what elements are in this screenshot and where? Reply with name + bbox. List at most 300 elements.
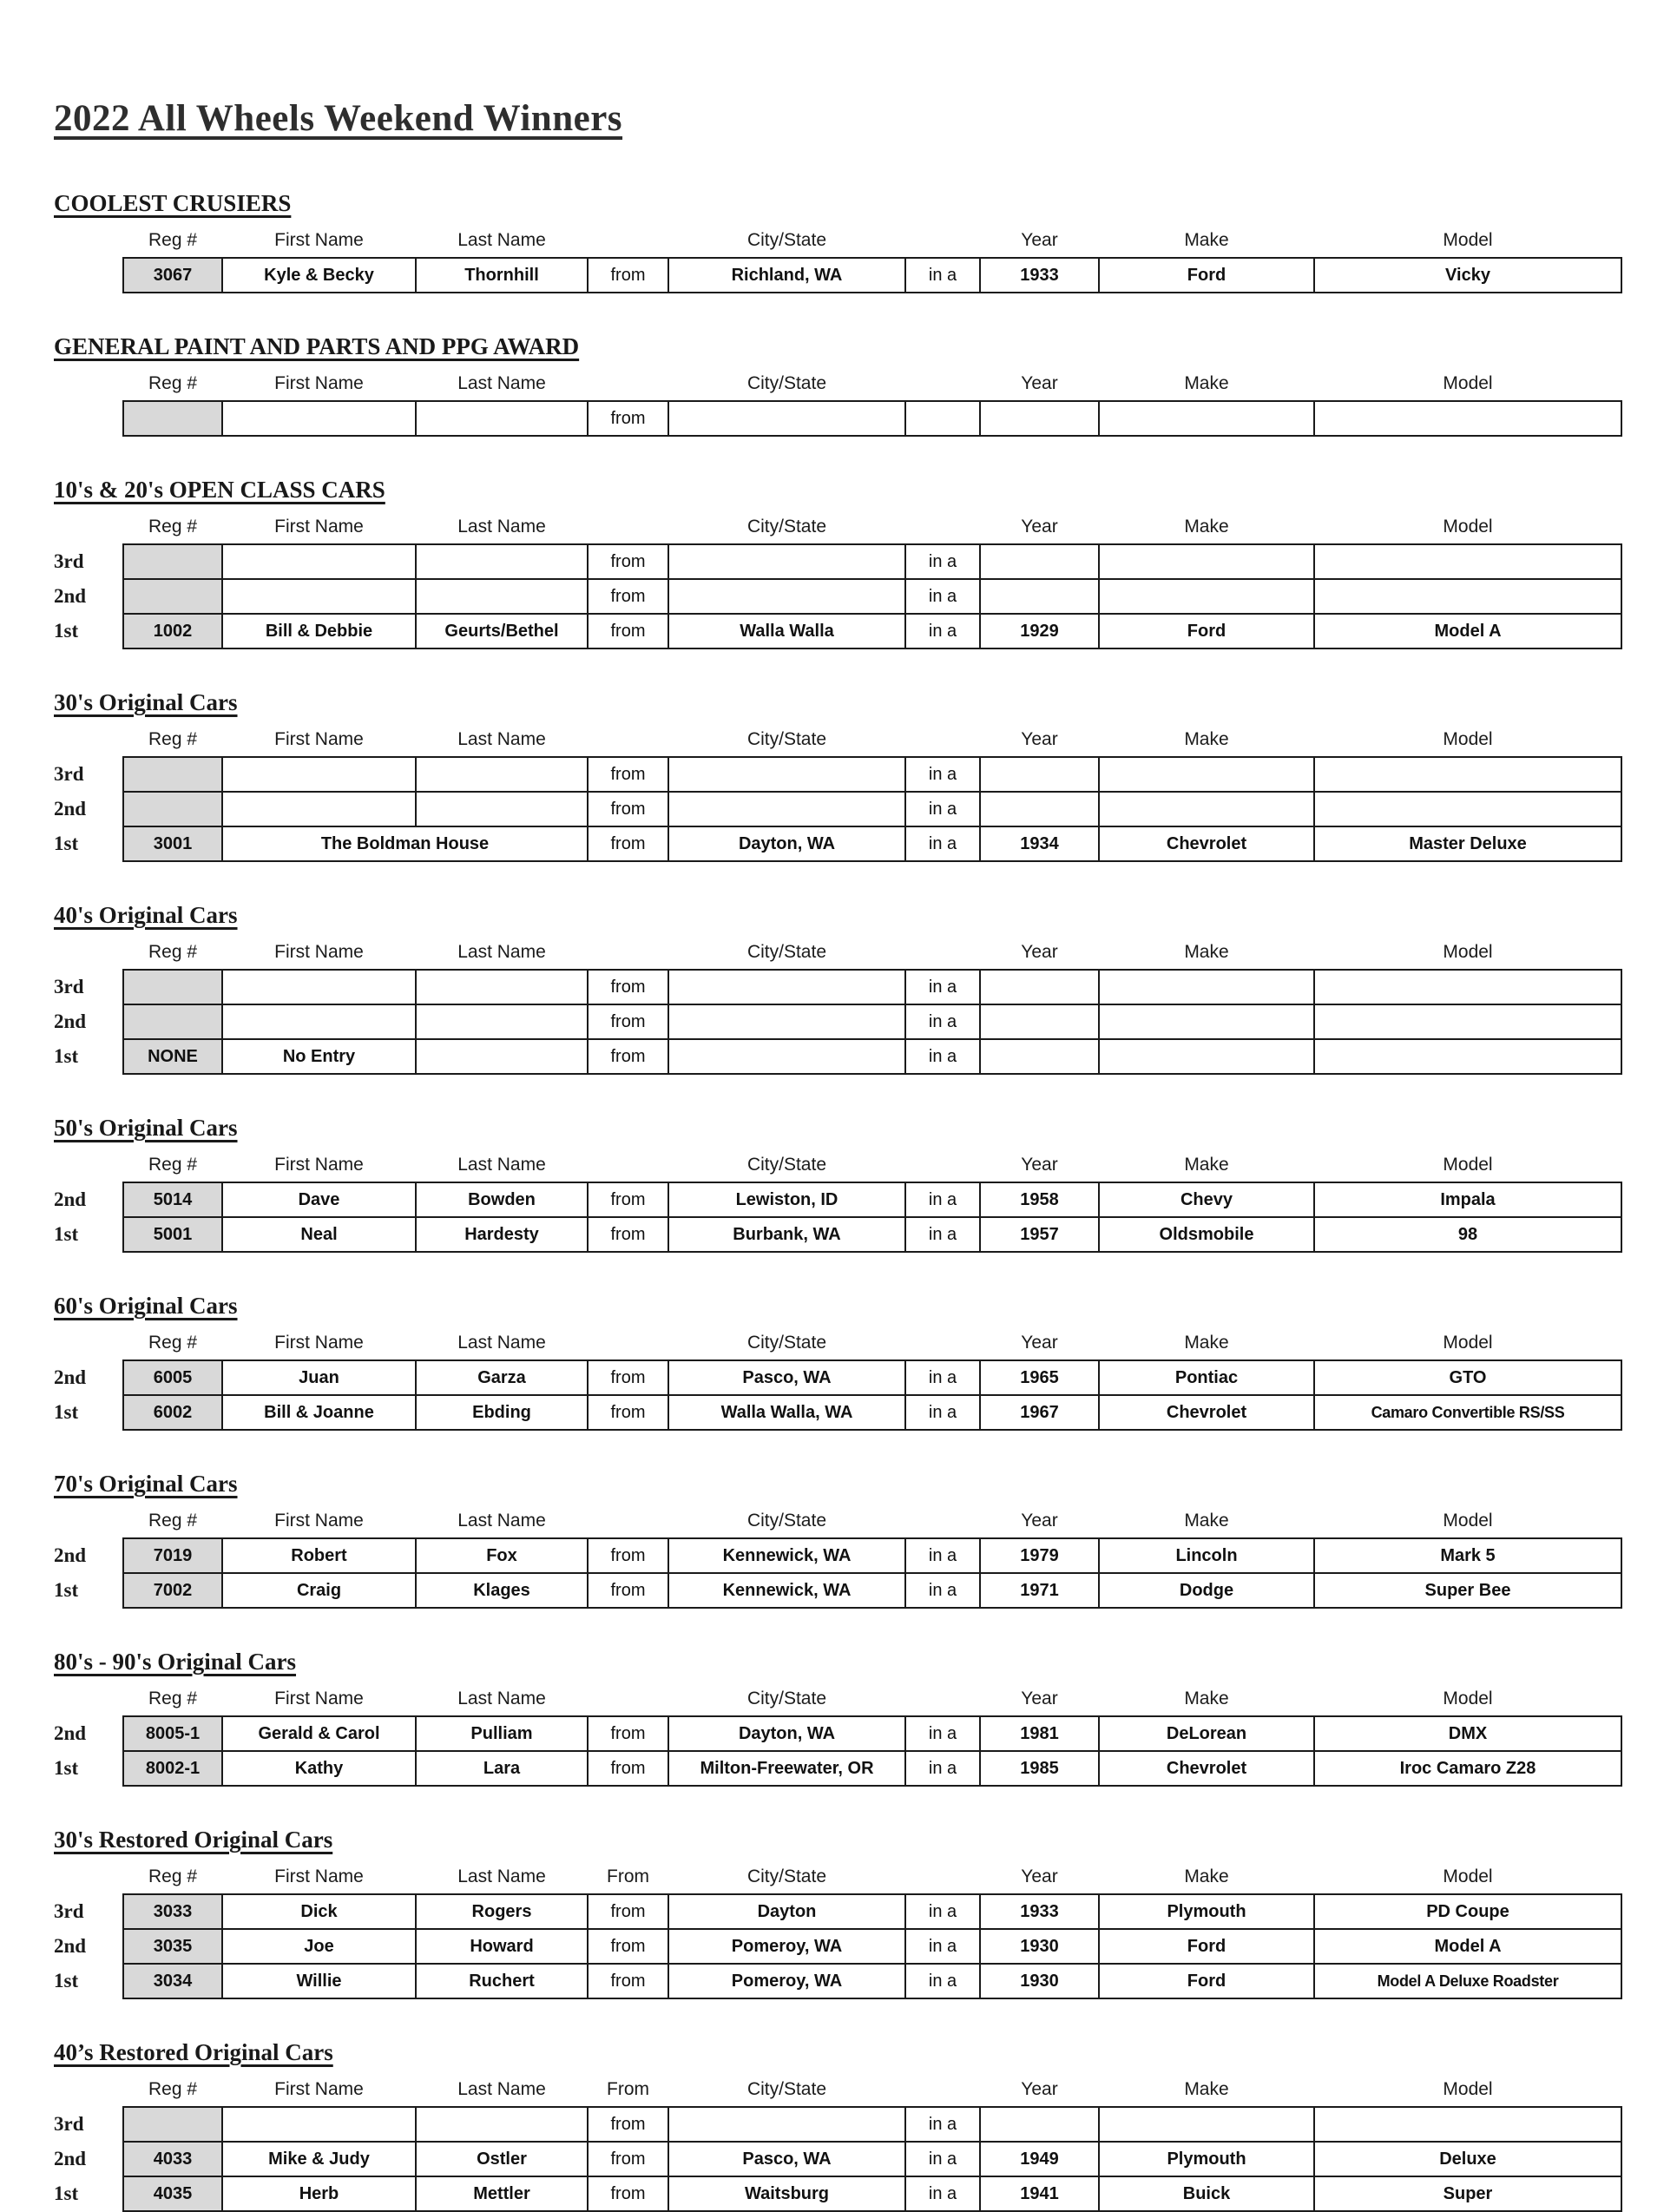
cell-place: 1st xyxy=(54,1970,79,1991)
table-header-row xyxy=(54,1328,1621,1360)
table-row xyxy=(54,1395,1621,1430)
cell-model xyxy=(1314,2107,1621,2142)
cell-in-a-label: in a xyxy=(905,826,980,861)
cell-from-label: from xyxy=(588,2142,668,2176)
table-row xyxy=(54,1964,1621,1998)
cell-model: Camaro Convertible RS/SS xyxy=(1314,1395,1621,1430)
header-from xyxy=(588,1684,668,1716)
header-model: Model xyxy=(1443,1333,1493,1353)
cell-from-label: from xyxy=(588,1182,668,1217)
cell-make xyxy=(1099,792,1314,826)
cell-make xyxy=(1099,1004,1314,1039)
header-place-spacer xyxy=(54,938,123,970)
header-first-name: First Name xyxy=(274,1155,364,1175)
cell-year xyxy=(980,970,1099,1004)
cell-reg xyxy=(123,970,222,1004)
header-in-a-spacer xyxy=(905,1150,980,1182)
cell-in-a-label: in a xyxy=(905,579,980,614)
cell-model: Model A xyxy=(1314,1929,1621,1964)
cell-from-label: from xyxy=(588,1716,668,1751)
cell-city-state xyxy=(668,1039,905,1074)
header-reg: Reg # xyxy=(148,729,198,749)
header-from xyxy=(588,226,668,258)
award-section xyxy=(54,190,1642,293)
table-row xyxy=(54,826,1621,861)
cell-first-name: Dick xyxy=(222,1894,416,1929)
cell-reg xyxy=(123,2107,222,2142)
cell-from-label: from xyxy=(588,1964,668,1998)
header-make: Make xyxy=(1184,1333,1229,1353)
cell-city-state xyxy=(668,1004,905,1039)
cell-year: 1957 xyxy=(980,1217,1099,1252)
table-row xyxy=(54,614,1621,648)
cell-in-a-label: in a xyxy=(905,792,980,826)
header-model: Model xyxy=(1443,2079,1493,2099)
cell-in-a-label: in a xyxy=(905,757,980,792)
cell-in-a-label: in a xyxy=(905,544,980,579)
table-header-row xyxy=(54,226,1621,258)
cell-from-label: from xyxy=(588,258,668,293)
cell-reg: 1002 xyxy=(123,614,222,648)
table-row xyxy=(54,1004,1621,1039)
cell-city-state: Pomeroy, WA xyxy=(668,1929,905,1964)
cell-reg: 6002 xyxy=(123,1395,222,1430)
cell-reg: 8002-1 xyxy=(123,1751,222,1786)
header-reg: Reg # xyxy=(148,373,198,393)
cell-reg: NONE xyxy=(123,1039,222,1074)
cell-make: Chevy xyxy=(1099,1182,1314,1217)
header-model: Model xyxy=(1443,729,1493,749)
cell-year xyxy=(980,757,1099,792)
winners-table xyxy=(54,369,1622,437)
award-section xyxy=(54,902,1642,1075)
header-first-name: First Name xyxy=(274,942,364,962)
cell-in-a-label: in a xyxy=(905,1751,980,1786)
header-year: Year xyxy=(1021,230,1058,250)
section-heading: 70's Original Cars xyxy=(54,1471,238,1497)
cell-from-label: from xyxy=(588,1360,668,1395)
cell-model: Deluxe xyxy=(1314,2142,1621,2176)
cell-in-a-label: in a xyxy=(905,2142,980,2176)
cell-in-a-label: in a xyxy=(905,2176,980,2211)
header-make: Make xyxy=(1184,517,1229,537)
cell-first-name: Mike & Judy xyxy=(222,2142,416,2176)
winners-table xyxy=(54,725,1622,862)
cell-last-name: Thornhill xyxy=(416,258,588,293)
cell-make: Ford xyxy=(1099,258,1314,293)
table-row xyxy=(54,1217,1621,1252)
cell-in-a-label: in a xyxy=(905,2107,980,2142)
header-city-state: City/State xyxy=(746,517,827,537)
cell-model: Impala xyxy=(1314,1182,1621,1217)
cell-year: 1930 xyxy=(980,1964,1099,1998)
cell-place: 2nd xyxy=(54,798,87,820)
header-model: Model xyxy=(1443,1511,1493,1531)
cell-place: 1st xyxy=(54,1401,79,1423)
header-first-name: First Name xyxy=(274,230,364,250)
cell-make: Ford xyxy=(1099,1929,1314,1964)
cell-from-label: from xyxy=(588,1538,668,1573)
cell-from-label: from xyxy=(588,579,668,614)
header-in-a-spacer xyxy=(905,512,980,544)
cell-year: 1971 xyxy=(980,1573,1099,1608)
winners-table xyxy=(54,938,1622,1075)
section-heading: 40’s Restored Original Cars xyxy=(54,2039,333,2065)
header-first-name: First Name xyxy=(274,373,364,393)
table-row xyxy=(54,1929,1621,1964)
cell-last-name: Geurts/Bethel xyxy=(416,614,588,648)
section-heading: 50's Original Cars xyxy=(54,1115,238,1141)
table-row xyxy=(54,2176,1621,2211)
cell-reg: 3067 xyxy=(123,258,222,293)
header-make: Make xyxy=(1184,729,1229,749)
cell-year: 1979 xyxy=(980,1538,1099,1573)
cell-in-a-label: in a xyxy=(905,1894,980,1929)
header-from: From xyxy=(607,1866,649,1886)
cell-city-state: Pasco, WA xyxy=(668,1360,905,1395)
header-in-a-spacer xyxy=(905,2075,980,2107)
cell-from-label: from xyxy=(588,401,668,436)
cell-make: Plymouth xyxy=(1099,2142,1314,2176)
cell-model: Mark 5 xyxy=(1314,1538,1621,1573)
cell-reg: 8005-1 xyxy=(123,1716,222,1751)
cell-reg: 3033 xyxy=(123,1894,222,1929)
table-row xyxy=(54,1360,1621,1395)
header-reg: Reg # xyxy=(148,1333,198,1353)
cell-last-name: Bowden xyxy=(416,1182,588,1217)
cell-year: 1965 xyxy=(980,1360,1099,1395)
header-in-a-spacer xyxy=(905,226,980,258)
award-section xyxy=(54,1649,1642,1787)
table-header-row xyxy=(54,1862,1621,1894)
header-from xyxy=(588,1328,668,1360)
header-make: Make xyxy=(1184,230,1229,250)
cell-last-name xyxy=(416,544,588,579)
cell-in-a-label: in a xyxy=(905,1004,980,1039)
header-make: Make xyxy=(1184,1155,1229,1175)
cell-model xyxy=(1314,970,1621,1004)
header-from: From xyxy=(607,2079,649,2099)
cell-reg: 4033 xyxy=(123,2142,222,2176)
cell-last-name: Lara xyxy=(416,1751,588,1786)
cell-first-name xyxy=(222,2107,416,2142)
cell-first-name: Willie xyxy=(222,1964,416,1998)
header-city-state: City/State xyxy=(746,373,827,393)
cell-place: 1st xyxy=(54,1045,79,1067)
header-last-name: Last Name xyxy=(457,1689,546,1708)
cell-city-state: Walla Walla xyxy=(668,614,905,648)
cell-city-state xyxy=(668,792,905,826)
header-last-name: Last Name xyxy=(457,729,546,749)
header-year: Year xyxy=(1021,729,1058,749)
cell-place: 2nd xyxy=(54,1011,87,1032)
cell-first-name xyxy=(222,792,416,826)
cell-model xyxy=(1314,792,1621,826)
cell-last-name: Mettler xyxy=(416,2176,588,2211)
cell-from-label: from xyxy=(588,2107,668,2142)
table-row xyxy=(54,401,1621,436)
cell-from-label: from xyxy=(588,1929,668,1964)
header-model: Model xyxy=(1443,517,1493,537)
cell-year xyxy=(980,401,1099,436)
cell-year: 1933 xyxy=(980,258,1099,293)
cell-in-a-label: in a xyxy=(905,1573,980,1608)
cell-first-name: Herb xyxy=(222,2176,416,2211)
winners-table xyxy=(54,1684,1622,1787)
cell-year xyxy=(980,544,1099,579)
header-place-spacer xyxy=(54,369,123,401)
cell-reg: 5001 xyxy=(123,1217,222,1252)
cell-from-label: from xyxy=(588,1395,668,1430)
cell-make: Ford xyxy=(1099,614,1314,648)
cell-reg xyxy=(123,757,222,792)
cell-first-name: Dave xyxy=(222,1182,416,1217)
header-last-name: Last Name xyxy=(457,1155,546,1175)
header-city-state: City/State xyxy=(746,1333,827,1353)
header-place-spacer xyxy=(54,1328,123,1360)
cell-last-name: Fox xyxy=(416,1538,588,1573)
cell-city-state: Kennewick, WA xyxy=(668,1538,905,1573)
cell-reg: 7019 xyxy=(123,1538,222,1573)
header-year: Year xyxy=(1021,1511,1058,1531)
cell-reg: 5014 xyxy=(123,1182,222,1217)
cell-last-name: Ebding xyxy=(416,1395,588,1430)
award-section xyxy=(54,1293,1642,1431)
table-row xyxy=(54,1573,1621,1608)
header-last-name: Last Name xyxy=(457,1333,546,1353)
cell-city-state: Walla Walla, WA xyxy=(668,1395,905,1430)
header-make: Make xyxy=(1184,373,1229,393)
table-header-row xyxy=(54,1506,1621,1538)
header-reg: Reg # xyxy=(148,1155,198,1175)
header-city-state: City/State xyxy=(746,230,827,250)
cell-make: Chevrolet xyxy=(1099,1395,1314,1430)
header-place-spacer xyxy=(54,1684,123,1716)
cell-model: 98 xyxy=(1314,1217,1621,1252)
cell-city-state xyxy=(668,757,905,792)
cell-model: Model A xyxy=(1314,614,1621,648)
section-heading: 30's Restored Original Cars xyxy=(54,1827,333,1853)
cell-place: 2nd xyxy=(54,1935,87,1957)
cell-first-name: Kyle & Becky xyxy=(222,258,416,293)
header-first-name: First Name xyxy=(274,1333,364,1353)
cell-make xyxy=(1099,1039,1314,1074)
cell-from-label: from xyxy=(588,1751,668,1786)
header-place-spacer xyxy=(54,512,123,544)
table-row xyxy=(54,1039,1621,1074)
cell-first-name xyxy=(222,544,416,579)
cell-from-label: from xyxy=(588,544,668,579)
winners-table xyxy=(54,1506,1622,1609)
cell-first-name xyxy=(222,970,416,1004)
header-place-spacer xyxy=(54,226,123,258)
cell-reg xyxy=(123,579,222,614)
header-in-a-spacer xyxy=(905,725,980,757)
cell-reg: 3034 xyxy=(123,1964,222,1998)
cell-place: 1st xyxy=(54,2182,79,2204)
cell-make: Chevrolet xyxy=(1099,1751,1314,1786)
cell-make xyxy=(1099,2107,1314,2142)
header-reg: Reg # xyxy=(148,517,198,537)
cell-reg: 4035 xyxy=(123,2176,222,2211)
cell-first-name: Neal xyxy=(222,1217,416,1252)
cell-from-label: from xyxy=(588,2176,668,2211)
cell-model: Super Bee xyxy=(1314,1573,1621,1608)
section-heading: 60's Original Cars xyxy=(54,1293,238,1319)
header-last-name: Last Name xyxy=(457,517,546,537)
table-header-row xyxy=(54,725,1621,757)
header-city-state: City/State xyxy=(746,1511,827,1531)
cell-in-a-label: in a xyxy=(905,1217,980,1252)
cell-last-name xyxy=(416,579,588,614)
page-title: 2022 All Wheels Weekend Winners xyxy=(54,98,623,139)
cell-city-state: Waitsburg xyxy=(668,2176,905,2211)
header-reg: Reg # xyxy=(148,1689,198,1708)
cell-from-label: from xyxy=(588,1573,668,1608)
header-city-state: City/State xyxy=(746,942,827,962)
cell-city-state: Dayton, WA xyxy=(668,826,905,861)
header-in-a-spacer xyxy=(905,1328,980,1360)
table-header-row xyxy=(54,2075,1621,2107)
cell-in-a-label: in a xyxy=(905,1929,980,1964)
cell-from-label: from xyxy=(588,792,668,826)
cell-last-name xyxy=(416,970,588,1004)
cell-city-state: Dayton xyxy=(668,1894,905,1929)
cell-city-state xyxy=(668,2107,905,2142)
cell-year: 1958 xyxy=(980,1182,1099,1217)
cell-reg: 7002 xyxy=(123,1573,222,1608)
cell-last-name: Garza xyxy=(416,1360,588,1395)
header-model: Model xyxy=(1443,1155,1493,1175)
cell-reg: 3001 xyxy=(123,826,222,861)
cell-year xyxy=(980,2107,1099,2142)
cell-make: Buick xyxy=(1099,2176,1314,2211)
header-year: Year xyxy=(1021,1866,1058,1886)
cell-in-a-label: in a xyxy=(905,1182,980,1217)
cell-make: Ford xyxy=(1099,1964,1314,1998)
cell-city-state: Pasco, WA xyxy=(668,2142,905,2176)
header-make: Make xyxy=(1184,2079,1229,2099)
cell-from-label: from xyxy=(588,1039,668,1074)
header-in-a-spacer xyxy=(905,1506,980,1538)
cell-place: 2nd xyxy=(54,1366,87,1388)
cell-in-a-label: in a xyxy=(905,1039,980,1074)
header-first-name: First Name xyxy=(274,1866,364,1886)
header-last-name: Last Name xyxy=(457,1866,546,1886)
cell-place: 2nd xyxy=(54,585,87,607)
cell-last-name xyxy=(416,1004,588,1039)
cell-place: 3rd xyxy=(54,1900,84,1922)
cell-in-a-label: in a xyxy=(905,970,980,1004)
header-make: Make xyxy=(1184,1511,1229,1531)
table-header-row xyxy=(54,512,1621,544)
cell-reg: 3035 xyxy=(123,1929,222,1964)
cell-city-state: Dayton, WA xyxy=(668,1716,905,1751)
cell-model xyxy=(1314,1039,1621,1074)
cell-place: 3rd xyxy=(54,550,84,572)
table-row xyxy=(54,1751,1621,1786)
cell-model xyxy=(1314,757,1621,792)
header-in-a-spacer xyxy=(905,1684,980,1716)
cell-entrant-name: The Boldman House xyxy=(222,826,588,861)
cell-from-label: from xyxy=(588,757,668,792)
cell-make xyxy=(1099,579,1314,614)
table-header-row xyxy=(54,938,1621,970)
header-year: Year xyxy=(1021,1689,1058,1708)
header-last-name: Last Name xyxy=(457,230,546,250)
header-last-name: Last Name xyxy=(457,942,546,962)
cell-first-name xyxy=(222,757,416,792)
winners-table xyxy=(54,226,1622,293)
cell-last-name: Ruchert xyxy=(416,1964,588,1998)
cell-year: 1941 xyxy=(980,2176,1099,2211)
section-heading: 40's Original Cars xyxy=(54,902,238,928)
cell-in-a-label: in a xyxy=(905,614,980,648)
cell-place: 1st xyxy=(54,1223,79,1245)
table-row xyxy=(54,1894,1621,1929)
header-reg: Reg # xyxy=(148,1866,198,1886)
cell-make xyxy=(1099,970,1314,1004)
table-header-row xyxy=(54,369,1621,401)
cell-in-a-label: in a xyxy=(905,1395,980,1430)
section-heading: 10's & 20's OPEN CLASS CARS xyxy=(54,477,385,503)
header-reg: Reg # xyxy=(148,1511,198,1531)
winners-table xyxy=(54,1328,1622,1431)
cell-make: Pontiac xyxy=(1099,1360,1314,1395)
cell-model xyxy=(1314,1004,1621,1039)
cell-in-a-label: in a xyxy=(905,258,980,293)
table-row xyxy=(54,1182,1621,1217)
winners-table xyxy=(54,2075,1622,2212)
header-from xyxy=(588,369,668,401)
award-section xyxy=(54,477,1642,649)
header-city-state: City/State xyxy=(746,1155,827,1175)
cell-year xyxy=(980,1004,1099,1039)
cell-in-a-label: in a xyxy=(905,1538,980,1573)
section-heading: COOLEST CRUSIERS xyxy=(54,190,292,216)
cell-year xyxy=(980,579,1099,614)
cell-model: GTO xyxy=(1314,1360,1621,1395)
cell-from-label: from xyxy=(588,1004,668,1039)
table-row xyxy=(54,2107,1621,2142)
header-from xyxy=(588,725,668,757)
cell-year: 1981 xyxy=(980,1716,1099,1751)
header-year: Year xyxy=(1021,373,1058,393)
cell-from-label: from xyxy=(588,1217,668,1252)
cell-last-name: Hardesty xyxy=(416,1217,588,1252)
header-from xyxy=(588,1150,668,1182)
cell-last-name: Pulliam xyxy=(416,1716,588,1751)
cell-first-name: Juan xyxy=(222,1360,416,1395)
table-row xyxy=(54,2142,1621,2176)
winners-table xyxy=(54,1862,1622,1999)
header-place-spacer xyxy=(54,2075,123,2107)
header-year: Year xyxy=(1021,517,1058,537)
header-from xyxy=(588,512,668,544)
cell-city-state: Pomeroy, WA xyxy=(668,1964,905,1998)
cell-make: DeLorean xyxy=(1099,1716,1314,1751)
sections-container xyxy=(54,190,1642,2212)
cell-from-label: from xyxy=(588,1894,668,1929)
header-in-a-spacer xyxy=(905,369,980,401)
cell-reg xyxy=(123,1004,222,1039)
header-first-name: First Name xyxy=(274,1511,364,1531)
cell-last-name xyxy=(416,1039,588,1074)
cell-city-state xyxy=(668,401,905,436)
cell-first-name: Robert xyxy=(222,1538,416,1573)
cell-in-a-label: in a xyxy=(905,1360,980,1395)
header-year: Year xyxy=(1021,942,1058,962)
